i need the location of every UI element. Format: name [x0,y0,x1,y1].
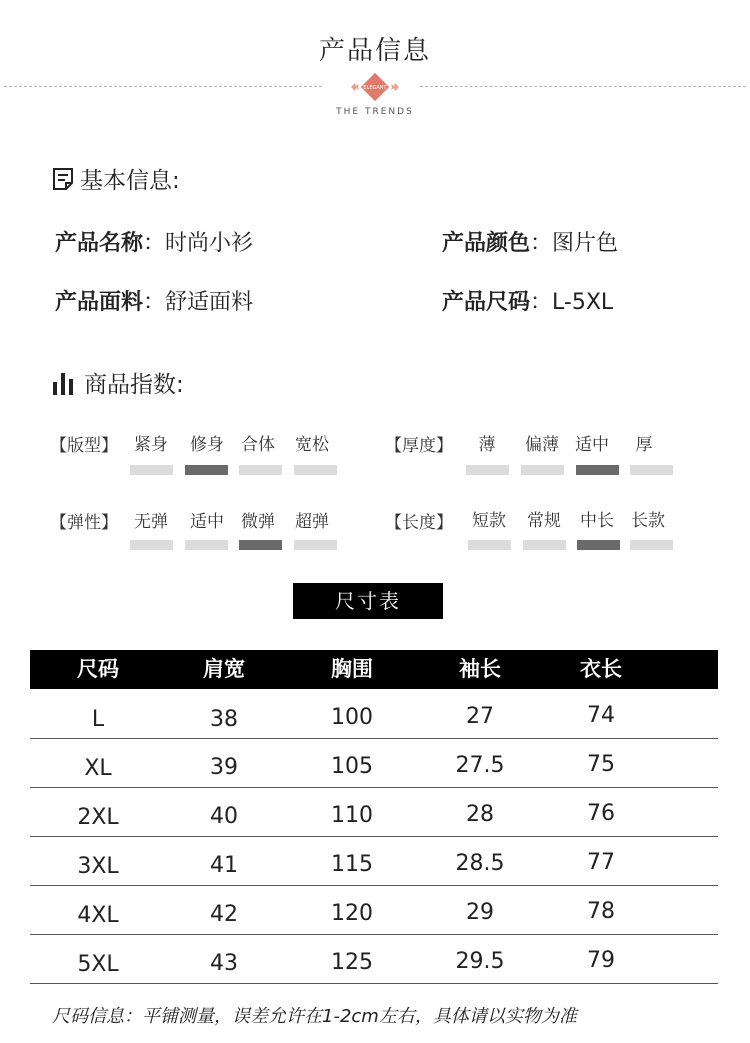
elegant-badge [347,72,403,102]
fit-bar [130,465,173,475]
table-cell: 43 [210,951,238,976]
product-index-heading [52,366,184,399]
product-name-value: 时尚小衫 [165,231,254,256]
size-table-header [30,650,718,689]
length-option: 中长 [580,511,614,531]
table-row [30,886,718,935]
fit-bar [239,465,282,475]
divider-left [4,86,322,87]
elasticity-bar [130,540,173,550]
product-material-value: 舒适面料 [165,290,254,315]
basic-info-heading [52,162,180,195]
table-cell: 5XL [77,952,119,977]
measurement-note: 尺码信息：平铺测量，误差允许在1-2cm左右，具体请以实物为准 [52,1006,577,1027]
table-row [30,788,718,837]
size-chart-title: 尺寸表 [293,583,443,619]
page-title: 产品信息 [318,36,431,66]
length-option: 常规 [527,511,561,531]
table-cell: XL [84,756,112,781]
table-cell: 29.5 [455,949,505,974]
table-row [30,690,718,739]
length-bar [523,540,566,550]
thickness-label: 【厚度】 [385,436,453,456]
table-cell: 41 [210,853,238,878]
thickness-bar [630,465,673,475]
product-size-label: 产品尺码 [442,290,531,315]
fit-option: 修身 [190,435,224,455]
product-size-value: L-5XL [552,290,614,315]
table-cell: 28 [466,802,494,827]
separator: ： [530,231,553,256]
elasticity-option: 无弹 [134,512,168,532]
length-label: 【长度】 [385,513,453,533]
table-cell: 27.5 [455,753,505,778]
thickness-option: 厚 [635,435,653,455]
thickness-option: 偏薄 [525,435,559,455]
product-color-label: 产品颜色 [442,231,531,256]
product-name-row [55,226,253,257]
table-row [30,739,718,788]
length-option: 短款 [472,511,506,531]
table-cell: 105 [331,754,373,779]
table-cell: 38 [210,707,238,732]
table-cell: 76 [587,801,615,826]
table-cell: 75 [587,752,615,777]
elasticity-label: 【弹性】 [50,513,118,533]
table-cell: 42 [210,902,238,927]
table-cell: 100 [331,705,373,730]
length-option: 长款 [631,511,665,531]
elasticity-bar [294,540,337,550]
elasticity-option: 微弹 [241,512,275,532]
thickness-bar [576,465,619,475]
elasticity-option: 适中 [190,512,224,532]
length-bar [630,540,673,550]
thickness-option: 薄 [478,435,496,455]
thickness-bar [466,465,509,475]
table-cell: 79 [587,948,615,973]
column-header: 尺码 [77,657,119,681]
bar-chart-icon [52,370,78,396]
table-cell: 29 [466,900,494,925]
product-material-label: 产品面料 [55,290,144,315]
table-cell: L [91,707,105,732]
product-index-heading-text: 商品指数: [84,372,184,398]
product-size-row [442,285,613,316]
fit-bar [294,465,337,475]
table-cell: 74 [587,703,615,728]
thickness-option: 适中 [575,435,609,455]
column-header: 胸围 [331,657,373,681]
elasticity-option: 超弹 [295,512,329,532]
table-row [30,935,718,984]
page-subtitle: THE TRENDS [336,107,414,117]
table-cell: 115 [331,852,373,877]
table-cell: 4XL [77,903,119,928]
note-icon [52,167,74,191]
product-name-label: 产品名称 [55,231,144,256]
column-header: 衣长 [580,657,622,681]
separator: ： [530,290,553,315]
fit-option: 紧身 [134,435,168,455]
table-cell: 27 [466,704,494,729]
table-cell: 2XL [77,805,119,830]
thickness-bar [521,465,564,475]
table-cell: 28.5 [455,851,505,876]
basic-info-heading-text: 基本信息: [80,168,180,194]
product-color-row [442,226,618,257]
separator: ： [143,231,166,256]
badge-text: ELEGANT [363,85,387,91]
length-bar [577,540,620,550]
fit-option: 合体 [241,435,275,455]
fit-label: 【版型】 [50,436,118,456]
table-cell: 40 [210,804,238,829]
column-header: 肩宽 [203,657,245,681]
product-material-row [55,285,253,316]
divider-right [420,86,746,87]
table-cell: 125 [331,950,373,975]
table-cell: 78 [587,899,615,924]
elasticity-bar [185,540,228,550]
table-cell: 120 [331,901,373,926]
table-row [30,837,718,886]
table-cell: 39 [210,755,238,780]
table-cell: 77 [587,850,615,875]
length-bar [468,540,511,550]
product-color-value: 图片色 [552,231,619,256]
column-header: 袖长 [459,657,501,681]
table-cell: 110 [331,803,373,828]
table-cell: 3XL [77,854,119,879]
elasticity-bar [239,540,282,550]
fit-bar [185,465,228,475]
separator: ： [143,290,166,315]
fit-option: 宽松 [295,435,329,455]
